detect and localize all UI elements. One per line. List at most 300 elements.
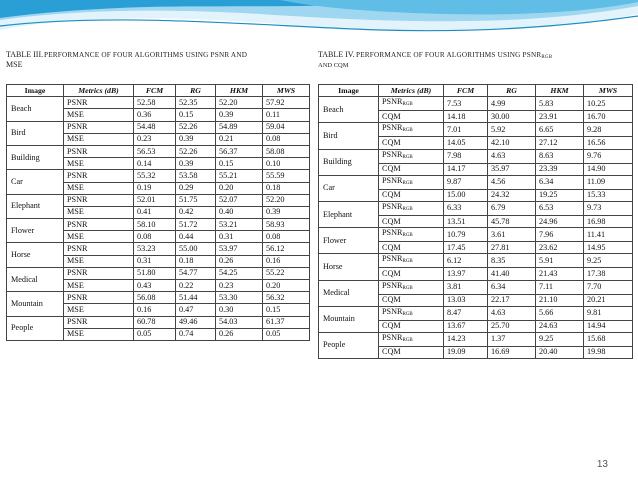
value-cell: 53.58 [176,170,216,182]
metric-name-cell [379,228,444,242]
metric-name-cell [64,231,134,243]
value-cell: 55.21 [216,170,263,182]
value-cell: 35.97 [488,163,536,175]
image-name-cell: Car [7,170,64,194]
metric-label: CQM [382,295,401,305]
value-cell: 24.32 [488,189,536,201]
value-cell: 6.34 [536,175,584,189]
value-cell: 7.98 [444,149,488,163]
value-cell: 14.94 [584,320,633,332]
table-row [319,201,633,215]
value-cell: 0.18 [263,182,310,194]
metric-label: CQM [382,268,401,278]
metric-name-cell [379,189,444,201]
table-row [7,219,310,231]
image-name-cell: Beach [7,97,64,121]
value-cell: 51.44 [176,292,216,304]
value-cell: 4.56 [488,175,536,189]
value-cell: 9.73 [584,201,633,215]
value-cell: 0.08 [263,231,310,243]
metric-label: MSE [67,329,84,339]
value-cell: 14.23 [444,332,488,346]
metric-subscript: RGB [402,337,413,343]
metric-label: PSNR [67,317,88,327]
metric-label: PSNR [382,254,403,264]
table-row [7,194,310,206]
value-cell: 5.92 [488,123,536,137]
table-row [7,243,310,255]
metric-name-cell [64,255,134,267]
value-cell: 54.77 [176,267,216,279]
metric-subscript: RGB [402,233,413,239]
metric-label: CQM [382,164,401,174]
table4-header-mws: MWS [584,85,633,97]
metric-subscript: RGB [402,180,413,186]
value-cell: 58.08 [263,145,310,157]
value-cell: 0.44 [176,231,216,243]
image-name-cell: Flower [7,219,64,243]
value-cell: 6.33 [444,201,488,215]
metric-label: PSNR [67,219,88,229]
value-cell: 55.59 [263,170,310,182]
value-cell: 59.04 [263,121,310,133]
value-cell: 11.41 [584,228,633,242]
value-cell: 58.10 [134,219,176,231]
value-cell: 61.37 [263,316,310,328]
metric-name-cell [379,97,444,111]
value-cell: 0.30 [216,304,263,316]
metric-name-cell [64,182,134,194]
metric-label: MSE [67,304,84,314]
metric-subscript: RGB [402,311,413,317]
metric-name-cell [64,121,134,133]
value-cell: 55.22 [263,267,310,279]
metric-label: PSNR [382,201,403,211]
value-cell: 0.39 [176,133,216,145]
value-cell: 16.56 [584,137,633,149]
metric-name-cell [64,280,134,292]
value-cell: 0.26 [216,255,263,267]
metric-name-cell [64,316,134,328]
metric-label: MSE [67,256,84,266]
table3-number: TABLE III. MSE [6,50,44,69]
metric-name-cell [379,123,444,137]
metric-label: MSE [67,134,84,144]
value-cell: 21.43 [536,268,584,280]
metric-name-cell [64,219,134,231]
value-cell: 14.18 [444,111,488,123]
value-cell: 19.98 [584,346,633,358]
value-cell: 0.29 [176,182,216,194]
table-row [7,97,310,109]
value-cell: 6.34 [488,280,536,294]
metric-label: PSNR [382,228,403,238]
value-cell: 0.10 [263,158,310,170]
value-cell: 0.19 [134,182,176,194]
value-cell: 25.70 [488,320,536,332]
value-cell: 0.22 [176,280,216,292]
metric-label: CQM [382,242,401,252]
value-cell: 53.21 [216,219,263,231]
table-row [319,332,633,346]
value-cell: 0.23 [216,280,263,292]
metric-name-cell [379,163,444,175]
value-cell: 56.12 [263,243,310,255]
metric-subscript: RGB [402,259,413,265]
metric-name-cell [64,243,134,255]
value-cell: 0.15 [263,304,310,316]
value-cell: 41.40 [488,268,536,280]
value-cell: 0.40 [216,206,263,218]
value-cell: 9.25 [584,254,633,268]
table3-header-image: Image [7,85,64,97]
value-cell: 49.46 [176,316,216,328]
value-cell: 5.83 [536,97,584,111]
value-cell: 13.97 [444,268,488,280]
value-cell: 0.11 [263,109,310,121]
value-cell: 0.26 [216,328,263,340]
value-cell: 52.07 [216,194,263,206]
value-cell: 53.23 [134,243,176,255]
table3-header-mws: MWS [263,85,310,97]
value-cell: 0.21 [216,133,263,145]
value-cell: 0.36 [134,109,176,121]
image-name-cell: Horse [7,243,64,267]
metric-name-cell [379,320,444,332]
metric-name-cell [64,170,134,182]
value-cell: 23.39 [536,163,584,175]
image-name-cell: People [319,332,379,358]
metric-label: PSNR [382,175,403,185]
value-cell: 52.26 [176,121,216,133]
metric-name-cell [379,254,444,268]
value-cell: 0.20 [263,280,310,292]
value-cell: 9.76 [584,149,633,163]
metric-label: PSNR [382,332,403,342]
metric-name-cell [64,206,134,218]
metric-label: PSNR [382,280,403,290]
value-cell: 9.25 [536,332,584,346]
metric-name-cell [379,215,444,227]
metric-label: PSNR [67,97,88,107]
value-cell: 7.11 [536,280,584,294]
metric-name-cell [64,158,134,170]
metric-label: PSNR [67,292,88,302]
metric-label: PSNR [67,122,88,132]
value-cell: 52.35 [176,97,216,109]
value-cell: 5.91 [536,254,584,268]
value-cell: 0.05 [263,328,310,340]
table-row [319,123,633,137]
value-cell: 54.03 [216,316,263,328]
value-cell: 8.35 [488,254,536,268]
value-cell: 23.62 [536,242,584,254]
metric-label: PSNR [67,244,88,254]
value-cell: 13.67 [444,320,488,332]
value-cell: 14.95 [584,242,633,254]
metric-label: PSNR [67,146,88,156]
value-cell: 6.79 [488,201,536,215]
image-name-cell: Medical [319,280,379,306]
metric-label: MSE [67,207,84,217]
table-row [7,145,310,157]
value-cell: 16.70 [584,111,633,123]
table3-header-metrics: Metrics (dB) [64,85,134,97]
metric-subscript: RGB [402,154,413,160]
metric-name-cell [379,332,444,346]
value-cell: 54.25 [216,267,263,279]
value-cell: 9.28 [584,123,633,137]
value-cell: 14.05 [444,137,488,149]
image-name-cell: Bird [7,121,64,145]
metric-name-cell [64,97,134,109]
value-cell: 52.26 [176,145,216,157]
table3-header-row [7,85,310,97]
metric-name-cell [379,201,444,215]
table4-header-metrics: Metrics (dB) [379,85,444,97]
value-cell: 0.14 [134,158,176,170]
image-name-cell: Mountain [319,306,379,332]
value-cell: 0.16 [134,304,176,316]
value-cell: 0.08 [134,231,176,243]
table-row [319,228,633,242]
image-name-cell: Beach [319,97,379,123]
value-cell: 0.42 [176,206,216,218]
table3-body [7,97,310,341]
metric-name-cell [64,145,134,157]
value-cell: 0.74 [176,328,216,340]
value-cell: 0.18 [176,255,216,267]
value-cell: 54.48 [134,121,176,133]
table-row [319,97,633,111]
metric-label: CQM [382,111,401,121]
value-cell: 52.20 [216,97,263,109]
value-cell: 0.39 [176,158,216,170]
value-cell: 57.92 [263,97,310,109]
value-cell: 52.20 [263,194,310,206]
metric-label: CQM [382,321,401,331]
value-cell: 30.00 [488,111,536,123]
table3-title: PERFORMANCE OF FOUR ALGORITHMS USING PSNR AND [44,51,248,59]
value-cell: 15.00 [444,189,488,201]
metric-label: CQM [382,190,401,200]
value-cell: 55.32 [134,170,176,182]
table3-caption [6,50,306,70]
table-row [319,254,633,268]
table4-header-hkm: HKM [536,85,584,97]
table4-header-rg: RG [488,85,536,97]
metric-subscript: RGB [402,285,413,291]
value-cell: 0.39 [263,206,310,218]
value-cell: 8.47 [444,306,488,320]
value-cell: 0.16 [263,255,310,267]
metric-name-cell [379,280,444,294]
metric-label: CQM [382,137,401,147]
value-cell: 56.32 [263,292,310,304]
value-cell: 60.78 [134,316,176,328]
value-cell: 0.15 [216,158,263,170]
value-cell: 14.17 [444,163,488,175]
table3-psnr-mse [6,84,310,341]
metric-subscript: RGB [402,128,413,134]
value-cell: 6.65 [536,123,584,137]
value-cell: 4.63 [488,149,536,163]
page-number: 13 [596,459,608,470]
value-cell: 19.25 [536,189,584,201]
metric-label: PSNR [67,170,88,180]
value-cell: 8.63 [536,149,584,163]
metric-label: CQM [382,347,401,357]
image-name-cell: Flower [319,228,379,254]
value-cell: 56.08 [134,292,176,304]
table-row [319,306,633,320]
value-cell: 0.39 [216,109,263,121]
metric-label: MSE [67,231,84,241]
value-cell: 5.66 [536,306,584,320]
value-cell: 3.61 [488,228,536,242]
value-cell: 52.01 [134,194,176,206]
value-cell: 27.81 [488,242,536,254]
metric-name-cell [379,137,444,149]
value-cell: 0.41 [134,206,176,218]
metric-label: MSE [67,183,84,193]
metric-name-cell [379,268,444,280]
value-cell: 15.68 [584,332,633,346]
metric-label: PSNR [67,268,88,278]
metric-label: MSE [67,158,84,168]
image-name-cell: Car [319,175,379,201]
value-cell: 17.38 [584,268,633,280]
table4-header-image: Image [319,85,379,97]
image-name-cell: Horse [319,254,379,280]
value-cell: 3.81 [444,280,488,294]
value-cell: 27.12 [536,137,584,149]
metric-name-cell [379,346,444,358]
value-cell: 53.97 [216,243,263,255]
table-row [319,149,633,163]
value-cell: 0.43 [134,280,176,292]
value-cell: 24.96 [536,215,584,227]
value-cell: 51.80 [134,267,176,279]
table4-body [319,97,633,359]
image-name-cell: Mountain [7,292,64,316]
value-cell: 13.03 [444,294,488,306]
value-cell: 0.20 [216,182,263,194]
value-cell: 0.08 [263,133,310,145]
metric-name-cell [379,175,444,189]
value-cell: 10.79 [444,228,488,242]
slide-banner-decoration [0,0,638,46]
value-cell: 0.15 [176,109,216,121]
table-row [7,121,310,133]
value-cell: 4.99 [488,97,536,111]
value-cell: 7.70 [584,280,633,294]
metric-name-cell [379,111,444,123]
table4-psnr-rgb-cqm [318,84,633,359]
value-cell: 15.33 [584,189,633,201]
metric-name-cell [379,242,444,254]
value-cell: 22.17 [488,294,536,306]
value-cell: 20.40 [536,346,584,358]
metric-name-cell [64,292,134,304]
image-name-cell: People [7,316,64,340]
metric-name-cell [64,109,134,121]
metric-label: PSNR [382,123,403,133]
table-row [7,267,310,279]
metric-name-cell [379,294,444,306]
value-cell: 51.72 [176,219,216,231]
metric-name-cell [379,149,444,163]
value-cell: 0.31 [216,231,263,243]
table4-number: TABLE IV. AND CQM [318,50,355,69]
image-name-cell: Building [319,149,379,175]
value-cell: 17.45 [444,242,488,254]
value-cell: 10.25 [584,97,633,111]
metric-name-cell [64,194,134,206]
metric-name-cell [64,267,134,279]
metric-label: PSNR [67,195,88,205]
image-name-cell: Bird [319,123,379,149]
metric-name-cell [64,304,134,316]
value-cell: 14.90 [584,163,633,175]
value-cell: 6.12 [444,254,488,268]
value-cell: 7.96 [536,228,584,242]
table4-caption [318,50,634,71]
table-row [7,316,310,328]
value-cell: 0.23 [134,133,176,145]
metric-label: CQM [382,216,401,226]
value-cell: 21.10 [536,294,584,306]
value-cell: 1.37 [488,332,536,346]
table3-header-fcm: FCM [134,85,176,97]
table-row [319,280,633,294]
value-cell: 56.37 [216,145,263,157]
value-cell: 55.00 [176,243,216,255]
image-name-cell: Building [7,145,64,169]
value-cell: 54.89 [216,121,263,133]
value-cell: 7.53 [444,97,488,111]
value-cell: 0.31 [134,255,176,267]
value-cell: 4.63 [488,306,536,320]
table3-header-rg: RG [176,85,216,97]
value-cell: 45.78 [488,215,536,227]
value-cell: 0.47 [176,304,216,316]
table-row [7,170,310,182]
metric-label: MSE [67,109,84,119]
value-cell: 51.75 [176,194,216,206]
metric-name-cell [379,306,444,320]
metric-name-cell [64,328,134,340]
value-cell: 53.30 [216,292,263,304]
image-name-cell: Medical [7,267,64,291]
table4-header-row [319,85,633,97]
image-name-cell: Elephant [7,194,64,218]
metric-label: PSNR [382,97,403,107]
value-cell: 24.63 [536,320,584,332]
value-cell: 23.91 [536,111,584,123]
table4-title: PERFORMANCE OF FOUR ALGORITHMS USING $PSNR_{RGB}$ [356,51,553,60]
value-cell: 19.09 [444,346,488,358]
image-name-cell: Elephant [319,201,379,227]
value-cell: 6.53 [536,201,584,215]
table4-header-fcm: FCM [444,85,488,97]
value-cell: 20.21 [584,294,633,306]
value-cell: 7.01 [444,123,488,137]
value-cell: 52.58 [134,97,176,109]
metric-subscript: RGB [402,206,413,212]
value-cell: 13.51 [444,215,488,227]
value-cell: 16.69 [488,346,536,358]
